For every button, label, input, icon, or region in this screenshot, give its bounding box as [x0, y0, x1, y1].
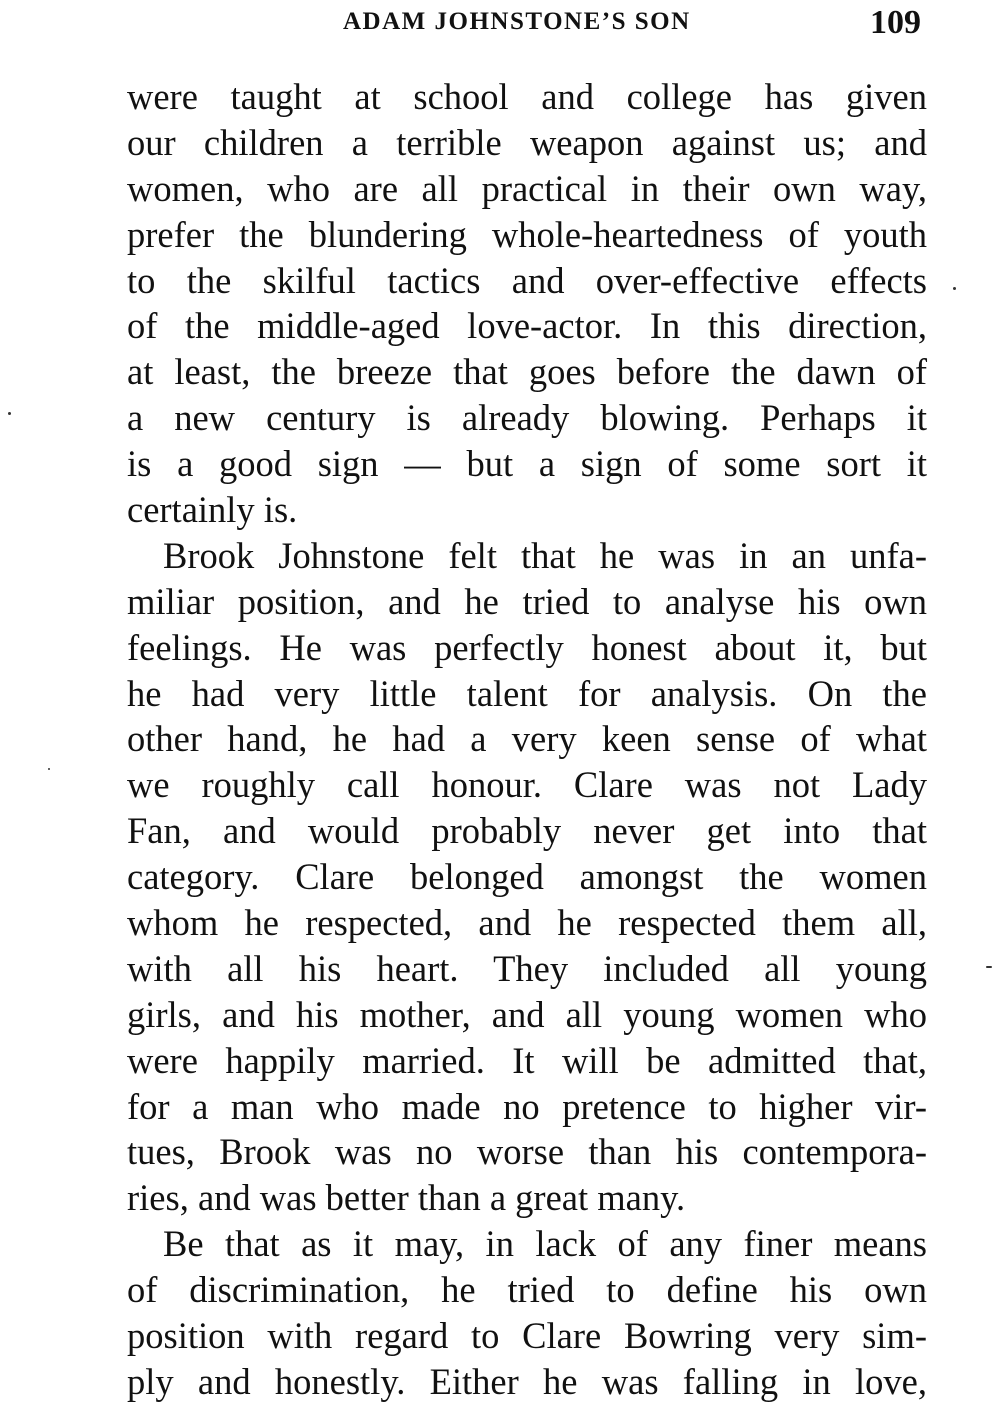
text-line: ply and honestly. Either he was falling in love,: [127, 1360, 927, 1402]
text-line: for a man who made no pretence to higher vir-: [127, 1085, 927, 1127]
text-line: other hand, he had a very keen sense of what: [127, 718, 927, 760]
scan-speck: [8, 412, 11, 415]
text-line: he had very little talent for analysis. On the: [127, 672, 927, 714]
text-line: were taught at school and college has given: [127, 76, 927, 117]
body-text: [127, 74, 927, 1405]
text-line: with all his heart. They included all young: [127, 947, 927, 989]
text-line: whom he respected, and he respected them all,: [127, 902, 927, 944]
paragraph-first-line: Be that as it may, in lack of any finer means: [163, 1223, 927, 1265]
paragraph-first-line: Brook Johnstone felt that he was in an unfa-: [163, 534, 927, 576]
text-line: were happily married. It will be admitted that,: [127, 1039, 927, 1081]
text-line: women, who are all practical in their own way,: [127, 167, 927, 209]
text-line: miliar position, and he tried to analyse his own: [127, 580, 927, 622]
text-line: position with regard to Clare Bowring very sim-: [127, 1315, 927, 1357]
page-number: 109: [870, 4, 921, 41]
text-line: prefer the blundering whole-heartedness of youth: [127, 213, 927, 255]
text-line: is a good sign — but a sign of some sort it: [127, 443, 927, 485]
running-head: [0, 4, 1000, 44]
text-line: our children a terrible weapon against us; and: [127, 121, 927, 163]
text-line: category. Clare belonged amongst the women: [127, 856, 927, 898]
text-line: of the middle-aged love-actor. In this direction,: [127, 305, 927, 347]
text-line: girls, and his mother, and all young women who: [127, 993, 927, 1035]
text-line: feelings. He was perfectly honest about it, but: [127, 626, 927, 668]
text-line: a new century is already blowing. Perhaps it: [127, 397, 927, 439]
scan-speck: [986, 966, 992, 968]
text-line: at least, the breeze that goes before the dawn of: [127, 351, 927, 393]
scan-speck: [953, 287, 956, 290]
text-line: Fan, and would probably never get into that: [127, 810, 927, 852]
text-line: of discrimination, he tried to define his own: [127, 1269, 927, 1311]
text-line: certainly is.: [127, 489, 298, 531]
text-line: tues, Brook was no worse than his contempora-: [127, 1131, 927, 1173]
text-line: ries, and was better than a great many.: [127, 1177, 686, 1219]
running-title: ADAM JOHNSTONE’S SON: [343, 8, 691, 35]
scan-speck: [48, 768, 50, 770]
text-line: we roughly call honour. Clare was not Lady: [127, 764, 927, 806]
text-line: to the skilful tactics and over-effective effects: [127, 259, 927, 301]
